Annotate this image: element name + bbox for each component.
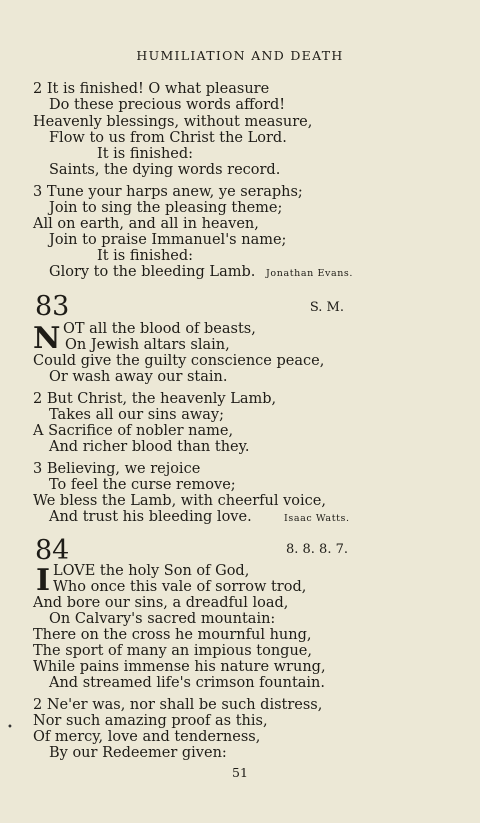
verse-line: 3 Believing, we rejoice [33, 461, 201, 477]
verse-line: Do these precious words afford! [49, 97, 286, 113]
verse-line: And streamed life's crimson fountain. [49, 675, 325, 691]
verse-line: And bore our sins, a dreadful load, [33, 595, 289, 611]
verse-line: And richer blood than they. [49, 439, 250, 455]
verse-line: On Jewish altars slain, [65, 337, 230, 353]
verse-line: LOVE the holy Son of God, [53, 563, 250, 579]
verse-line: Glory to the bleeding Lamb. [49, 264, 256, 280]
verse-line: Saints, the dying words record. [49, 162, 281, 178]
verse-line: Join to praise Immanuel's name; [49, 232, 287, 248]
hymn-number: 83 [35, 291, 70, 322]
verse-line: There on the cross he mournful hung, [33, 627, 312, 643]
hymn-number: 84 [35, 535, 70, 566]
drop-cap: N [33, 321, 61, 356]
verse-line: Nor such amazing proof as this, [33, 713, 268, 729]
verse-line: 3 Tune your harps anew, ye seraphs; [33, 184, 303, 200]
verse-line: Could give the guilty conscience peace, [33, 353, 325, 369]
verse-line: Of mercy, love and tenderness, [33, 729, 261, 745]
verse-line: Join to sing the pleasing theme; [49, 200, 283, 216]
drop-cap: I [36, 563, 51, 598]
author-credit: Jonathan Evans. [266, 268, 354, 279]
verse-line: Who once this vale of sorrow trod, [53, 579, 307, 595]
verse-line: To feel the curse remove; [49, 477, 236, 493]
verse-line: OT all the blood of beasts, [63, 321, 256, 337]
hymn-meter: 8. 8. 8. 7. [285, 542, 348, 557]
verse-line: 2 But Christ, the heavenly Lamb, [33, 391, 277, 407]
verse-line: While pains immense his nature wrung, [33, 659, 326, 675]
author-credit: Isaac Watts. [284, 513, 350, 524]
verse-line: The sport of many an impious tongue, [33, 643, 312, 659]
running-header: HUMILIATION AND DEATH [136, 48, 344, 63]
verse-line: On Calvary's sacred mountain: [49, 611, 276, 627]
verse-line: A Sacrifice of nobler name, [33, 423, 234, 439]
margin-mark: • [7, 722, 13, 733]
verse-line: We bless the Lamb, with cheerful voice, [33, 493, 326, 509]
verse-line: 2 Ne'er was, nor shall be such distress, [33, 697, 323, 713]
hymn-meter: S. M. [309, 300, 344, 315]
verse-line: Or wash away our stain. [49, 369, 228, 385]
verse-line: It is finished: [97, 146, 194, 162]
verse-line: It is finished: [97, 248, 194, 264]
verse-line: By our Redeemer given: [49, 745, 227, 761]
verse-line: Heavenly blessings, without measure, [33, 114, 313, 130]
page-number: 51 [232, 765, 248, 780]
verse-line: All on earth, and all in heaven, [33, 216, 259, 232]
verse-line: Flow to us from Christ the Lord. [49, 130, 287, 146]
verse-line: 2 It is finished! O what pleasure [33, 81, 270, 97]
verse-line: And trust his bleeding love. [49, 509, 252, 525]
verse-line: Takes all our sins away; [49, 407, 224, 423]
